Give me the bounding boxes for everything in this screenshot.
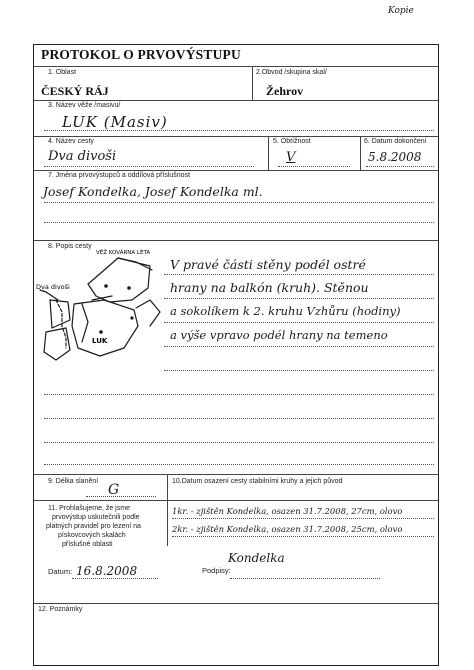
field-label-delka-slaneni: 9. Délka slanění (48, 478, 99, 485)
declaration-line: platných pravidel pro lezení na (46, 523, 141, 530)
field-label-popis: 8. Popis cesty (48, 243, 92, 250)
date-label: Datum: (48, 567, 73, 576)
route-description-line: a výše vpravo podél hrany na temeno (170, 328, 388, 342)
field-label-vez: 3. Název věže /masivu/ (48, 102, 121, 109)
handwritten-corner-note: Kopie (388, 6, 414, 16)
sketch-label-route: Dva divoši (36, 283, 70, 291)
field-label-datum-osazeni: 10.Datum osazení cesty stabilními kruhy a jejich původ (172, 478, 343, 485)
sketch-label-top: VĚŽ KOVÁRNA LÉTA (96, 250, 151, 256)
field-label-oblast: 1. Oblast (48, 69, 77, 76)
declaration-line: příslušné oblasti (62, 541, 113, 548)
dotted-line (72, 578, 158, 579)
declaration-line: pískovcových skalách (58, 532, 126, 539)
field-value-vez: LUK (Masiv) (62, 113, 168, 131)
field-value-cesta: Dva divoši (48, 149, 117, 164)
field-label-obvod: 2.Obvod /skupina skal/ (256, 69, 327, 76)
route-description-line: a sokolíkem k 2. kruhu Vzhůru (hodiny) (170, 304, 401, 318)
declaration-line: prvovýstup uskutečnili podle (52, 514, 140, 521)
field-label-datum-dokonceni: 6. Datum dokončení (364, 138, 427, 145)
field-value-datum-dokonceni: 5.8.2008 (368, 150, 422, 164)
dotted-line (172, 518, 434, 519)
anchor-record-line: 2kr. - zjištěn Kondelka, osazen 31.7.2008, 25cm, olovo (172, 524, 403, 534)
field-value-obvod: Žehrov (266, 84, 304, 98)
field-label-obtiznost: 5. Obtížnost (273, 138, 311, 145)
dotted-line (230, 578, 380, 579)
field-value-jmena: Josef Kondelka, Josef Kondelka ml. (43, 184, 263, 199)
field-value-obtiznost: V (286, 150, 296, 165)
field-label-jmena: 7. Jména prvovýstupců a oddílová příslušnost (48, 172, 191, 179)
anchor-record-line: 1kr. - zjištěn Kondelka, osazen 31.7.2008, 27cm, olovo (172, 506, 403, 516)
date-value: 16.8.2008 (76, 564, 138, 578)
route-description-line: V pravé části stěny podél ostré (170, 257, 366, 272)
dotted-line (172, 536, 434, 537)
sketch-label-tower: LUK (92, 337, 108, 345)
signature-value: Kondelka (228, 551, 285, 565)
form-title: PROTOKOL O PRVOVÝSTUPU (41, 47, 241, 62)
field-value-oblast: ČESKÝ RÁJ (41, 84, 109, 98)
field-label-poznamky: 12. Poznámky (38, 606, 83, 613)
declaration-line: 11. Prohlašujeme, že jsme (48, 505, 130, 512)
dotted-line (86, 496, 156, 497)
signature-label: Podpisy: (202, 566, 231, 575)
field-value-delka-slaneni: G (108, 482, 120, 498)
field-label-cesta: 4. Název cesty (48, 138, 94, 145)
route-description-line: hrany na balkón (kruh). Stěnou (170, 280, 369, 295)
